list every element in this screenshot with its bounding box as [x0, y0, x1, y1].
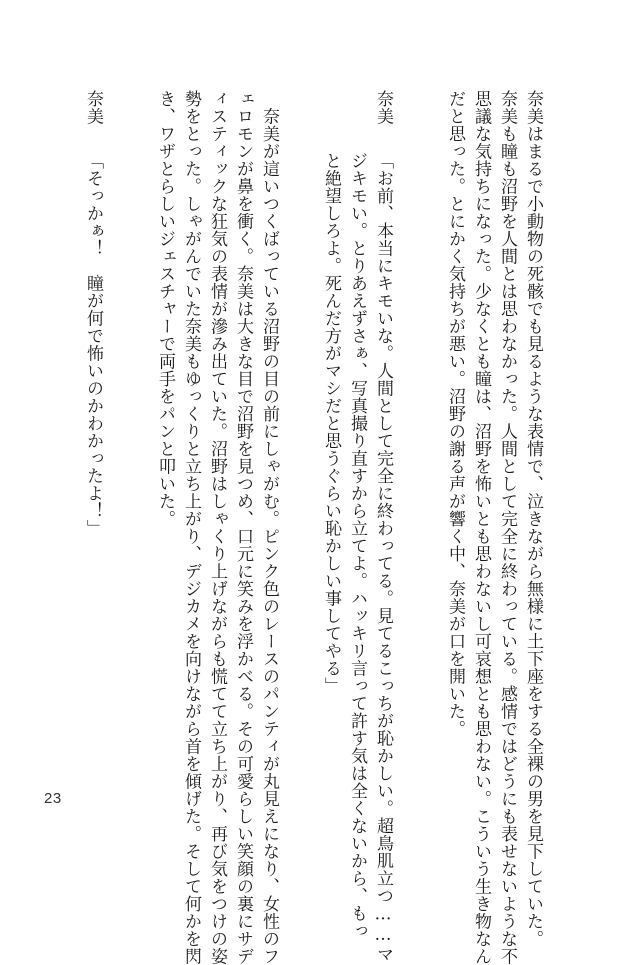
page-number: 23 [44, 790, 62, 807]
text-line-8: 勢をとった。しゃがんでいた奈美もゆっくりと立ち上がり、デジカメを向けながら首を傾げた。そして何かを閃 [181, 90, 201, 965]
dialogue-line-1: 「お前、本当にキモいな。人間として完全に終わってる。見てるこっちが恥かしい。超鳥肌立つ……マ [373, 152, 393, 963]
dialogue-line-2: ジキモい。とりあえずさぁ、写真撮り直すから立てよ。ハッキリ言って許す気は全くないから、もっ [347, 152, 367, 940]
text-line-3: 思議な気持ちになった。少なくとも瞳は、沼野を怖いとも思わないし可哀想とも思わない。こういう生き物なん [471, 90, 491, 965]
text-line-2: 奈美も瞳も沼野を人間とは思わなかった。人間として完全に終わっている。感情ではどうにも表せないような不 [497, 90, 517, 965]
text-line-5: 奈美が這いつくばっている沼野の目の前にしゃがむ。ピンク色のレースのパンティが丸見えになり、女性のフ [259, 90, 279, 965]
text-line-4: だと思った。とにかく気持ちが悪い。沼野の謝る声が響く中、奈美が口を開いた。 [445, 90, 465, 738]
text-line-7: ィスティックな狂気の表情が滲み出ていた。沼野はしゃくり上げながらも慌てて立ち上がり、再び気をつけの姿 [207, 90, 227, 965]
speaker-label-2: 奈美 [83, 90, 103, 125]
speaker-label-1: 奈美 [373, 90, 393, 125]
dialogue-line-3: と絶望しろよ。死んだ方がマシだと思うぐらい恥かしい事してやる」 [321, 152, 341, 695]
text-line-6: ェロモンが鼻を衝く。奈美は大きな目で沼野を見つめ、口元に笑みを浮かべる。その可愛らしい笑顔の裏にサデ [233, 90, 253, 965]
text-line-9: き、ワザとらしいジェスチャーで両手をパンと叩いた。 [155, 90, 175, 528]
dialogue-line-4: 「そっかぁ！ 瞳が何で怖いのかわかったよ！」 [83, 152, 103, 537]
text-line-1: 奈美はまるで小動物の死骸でも見るような表情で、泣きながら無様に土下座をする全裸の男を見下していた。 [523, 90, 543, 948]
